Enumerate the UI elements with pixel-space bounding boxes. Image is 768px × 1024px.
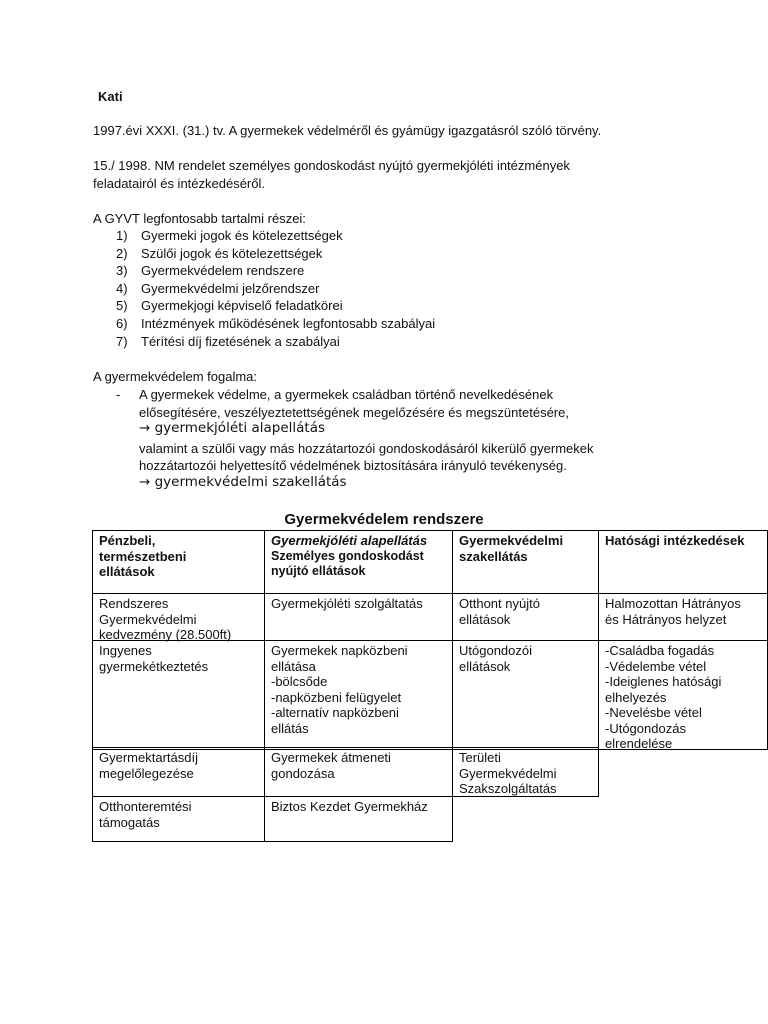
cell-text: -alternatív napközbeni bbox=[271, 705, 399, 720]
law-reference: 1997.évi XXXI. (31.) tv. A gyermekek védelméről és gyámügy igazgatásról szóló törvény. bbox=[93, 123, 602, 138]
list-item bbox=[116, 262, 435, 280]
list-item bbox=[116, 333, 435, 351]
cell-text: -Utógondozás bbox=[605, 720, 686, 736]
concept-line-5: hozzátartozói helyettesítő védelmének biztosítására irányuló tevékenység. bbox=[139, 458, 567, 473]
table-cell bbox=[264, 796, 453, 842]
decree-reference-line-2: feladatairól és intézkedéséről. bbox=[93, 176, 265, 191]
list-item-text: Gyermekvédelem rendszere bbox=[141, 263, 305, 279]
cell-text: Gyermekvédelmi bbox=[99, 611, 197, 627]
cell-text: Biztos Kezdet Gyermekház bbox=[271, 799, 428, 814]
cell-text: Gyermekek átmeneti bbox=[271, 750, 391, 765]
table-cell bbox=[264, 593, 453, 641]
concept-line-1: A gyermekek védelme, a gyermekek családban történő nevelkedésének bbox=[139, 387, 554, 402]
cell-text: támogatás bbox=[99, 814, 160, 830]
header-subtext: Személyes gondoskodást bbox=[271, 548, 424, 563]
list-item-number: 6) bbox=[116, 315, 128, 331]
list-item-text: Térítési díj fizetésének a szabályai bbox=[141, 333, 340, 349]
table-cell bbox=[92, 796, 265, 842]
cell-text: Otthont nyújtó bbox=[459, 596, 540, 611]
concept-intro: A gyermekvédelem fogalma: bbox=[93, 369, 258, 384]
topics-list bbox=[116, 227, 435, 350]
list-item-number: 4) bbox=[116, 280, 128, 296]
list-item bbox=[116, 227, 435, 245]
list-item-text: Intézmények működésének legfontosabb szabályai bbox=[141, 315, 436, 331]
header-text-italic: Gyermekjóléti alapellátás bbox=[271, 533, 428, 548]
table-cell bbox=[452, 747, 599, 797]
author-name: Kati bbox=[98, 89, 123, 104]
cell-text: megelőlegezése bbox=[99, 765, 194, 781]
cell-text: ellátások bbox=[459, 658, 511, 674]
cell-text: Szakszolgáltatás bbox=[459, 781, 557, 796]
cell-text: ellátása bbox=[271, 658, 316, 674]
header-text: természetbeni bbox=[99, 548, 187, 564]
list-item-number: 2) bbox=[116, 245, 128, 261]
table-cell bbox=[92, 593, 265, 641]
table-header-cash-benefits bbox=[92, 530, 265, 594]
table-cell bbox=[264, 640, 453, 750]
list-item-number: 7) bbox=[116, 333, 128, 349]
header-text: ellátások bbox=[99, 564, 155, 579]
table-cell bbox=[452, 593, 599, 641]
cell-text: -Ideiglenes hatósági bbox=[605, 674, 722, 689]
cell-text: kedvezmény (28.500ft) bbox=[99, 627, 232, 642]
cell-text: Rendszeres bbox=[99, 596, 169, 611]
cell-text: gondozása bbox=[271, 765, 335, 781]
header-text: Pénzbeli, bbox=[99, 533, 156, 548]
table-cell bbox=[92, 640, 265, 750]
list-item-text: Szülői jogok és kötelezettségek bbox=[141, 245, 323, 261]
cell-text: Ingyenes bbox=[99, 643, 152, 658]
concept-arrow-basic-care: → gyermekjóléti alapellátás bbox=[139, 420, 326, 436]
table-header-authority-measures bbox=[598, 530, 768, 594]
list-item-number: 1) bbox=[116, 228, 128, 243]
concept-line-2: elősegítésére, veszélyeztetettségének megelőzésére és megszüntetésére, bbox=[139, 405, 569, 420]
header-subtext: nyújtó ellátások bbox=[271, 564, 366, 578]
list-item-number: 3) bbox=[116, 263, 128, 279]
table-header-special-care bbox=[452, 530, 599, 594]
cell-text: gyermekétkeztetés bbox=[99, 658, 209, 674]
header-text: szakellátás bbox=[459, 548, 528, 564]
table-cell bbox=[264, 747, 453, 797]
concept-arrow-special-care: → gyermekvédelmi szakellátás bbox=[139, 474, 347, 490]
table-cell bbox=[452, 640, 599, 750]
cell-text: Gyermekvédelmi bbox=[459, 765, 557, 781]
cell-text: és Hátrányos helyzet bbox=[605, 611, 727, 627]
list-item-text: Gyermekvédelmi jelzőrendszer bbox=[141, 280, 320, 296]
table-cell bbox=[598, 640, 768, 750]
list-item-text: Gyermeki jogok és kötelezettségek bbox=[141, 228, 343, 243]
cell-text: -Védelembe vétel bbox=[605, 658, 707, 674]
cell-text: Területi bbox=[459, 750, 501, 765]
cell-text: -napközbeni felügyelet bbox=[271, 689, 402, 705]
table-title: Gyermekvédelem rendszere bbox=[284, 511, 484, 528]
cell-text: -Nevelésbe vétel bbox=[605, 705, 702, 720]
list-item-text: Gyermekjogi képviselő feladatkörei bbox=[141, 298, 343, 314]
cell-text: ellátások bbox=[459, 611, 511, 627]
cell-text: elhelyezés bbox=[605, 689, 667, 705]
cell-text: Otthonteremtési bbox=[99, 799, 192, 814]
table-cell bbox=[598, 593, 768, 641]
table-header-basic-care bbox=[264, 530, 453, 594]
cell-text: Gyermekek napközbeni bbox=[271, 643, 408, 658]
list-item bbox=[116, 297, 435, 315]
cell-text: Gyermekjóléti szolgáltatás bbox=[271, 596, 423, 611]
header-text: Gyermekvédelmi bbox=[459, 533, 564, 548]
header-text: Hatósági intézkedések bbox=[605, 533, 745, 548]
list-item bbox=[116, 245, 435, 263]
cell-text: Halmozottan Hátrányos bbox=[605, 596, 741, 611]
cell-text: elrendelése bbox=[605, 736, 673, 751]
list-item-number: 5) bbox=[116, 298, 128, 314]
cell-text: Gyermektartásdíj bbox=[99, 750, 198, 765]
decree-reference-line-1: 15./ 1998. NM rendelet személyes gondoskodást nyújtó gyermekjóléti intézmények bbox=[93, 158, 570, 173]
cell-text: -bölcsőde bbox=[271, 674, 328, 689]
table-cell bbox=[92, 747, 265, 797]
list-item bbox=[116, 280, 435, 298]
list-item bbox=[116, 315, 435, 333]
cell-text: ellátás bbox=[271, 720, 309, 736]
topics-intro: A GYVT legfontosabb tartalmi részei: bbox=[93, 211, 306, 226]
concept-line-4: valamint a szülői vagy más hozzátartozói gondoskodásáról kikerülő gyermekek bbox=[139, 441, 594, 456]
concept-dash: - bbox=[116, 387, 121, 402]
cell-text: -Családba fogadás bbox=[605, 643, 715, 658]
cell-text: Utógondozói bbox=[459, 643, 532, 658]
